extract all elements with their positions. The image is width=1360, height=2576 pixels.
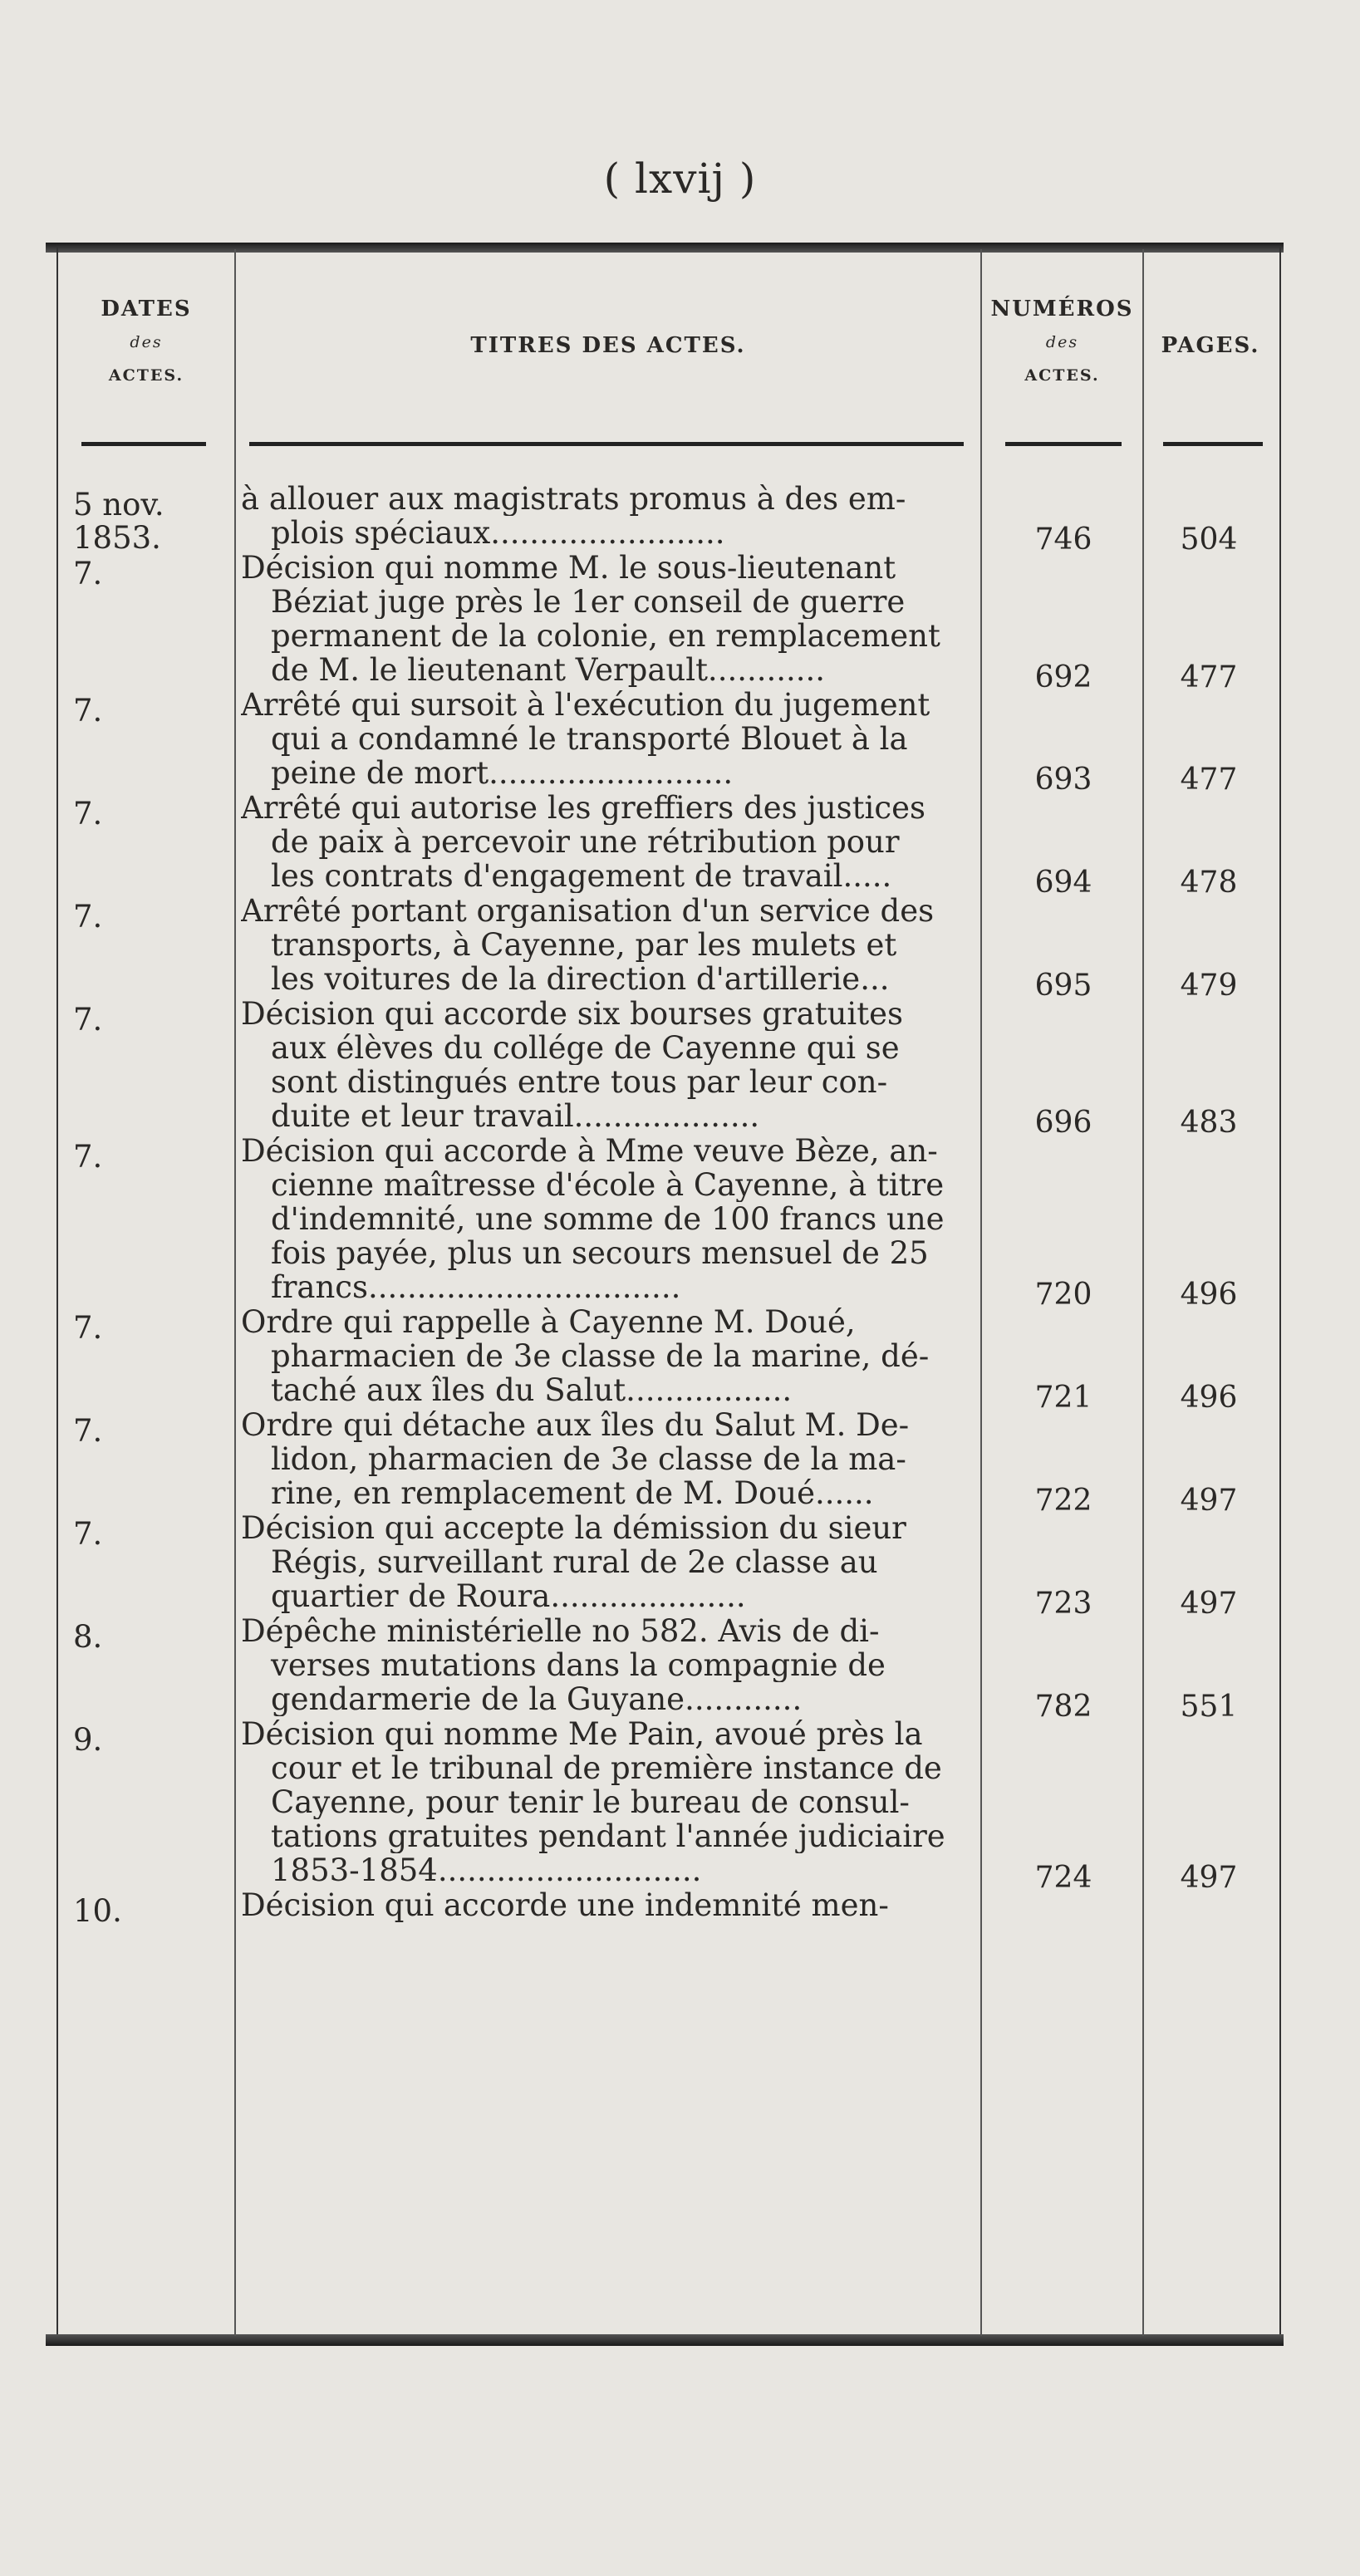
row-title-line: aux élèves du collége de Cayenne qui se <box>271 1030 900 1065</box>
row-title-line: fois payée, plus un secours mensuel de 25 <box>271 1235 929 1270</box>
row-date-line: 7. <box>73 898 103 935</box>
row-title-line: sont distingués entre tous par leur con- <box>271 1064 888 1099</box>
row-date <box>73 1003 223 1037</box>
row-page: 496 <box>1180 1277 1238 1312</box>
row-number: 696 <box>1034 1106 1092 1141</box>
row-title-line: verses mutations dans la compagnie de <box>271 1647 886 1682</box>
row-title-line: Décision qui accorde six bourses gratuites <box>241 996 903 1031</box>
row-title-line: cour et le tribunal de première instance de <box>271 1750 942 1785</box>
row-title-line: plois spéciaux........................ <box>271 516 725 550</box>
header-dates <box>58 292 234 392</box>
row-page: 504 <box>1180 523 1238 557</box>
row-date <box>73 1415 223 1448</box>
row-date <box>73 488 223 555</box>
header-dates-line2: des <box>130 333 163 351</box>
row-title-line: Cayenne, pour tenir le bureau de consul- <box>271 1784 910 1819</box>
header-numeros-line2: des <box>1045 333 1079 351</box>
header-titres-label: TITRES DES ACTES. <box>470 333 746 358</box>
row-date-line: 9. <box>73 1721 103 1758</box>
row-date <box>73 1312 223 1345</box>
row-title-line: Arrêté portant organisation d'un service des <box>241 893 935 928</box>
row-title-line: rine, en remplacement de M. Doué...... <box>271 1476 874 1511</box>
row-title-line: Décision qui nomme Me Pain, avoué près la <box>241 1716 923 1751</box>
header-rule <box>81 442 206 446</box>
row-date-line: 7. <box>73 1413 103 1450</box>
row-title-line: Béziat juge près le 1er conseil de guerre <box>271 584 906 619</box>
header-rule <box>249 442 964 446</box>
row-title <box>241 791 972 893</box>
row-date-line: 1853. <box>73 520 161 556</box>
row-number: 692 <box>1034 660 1092 694</box>
row-title <box>241 1134 972 1304</box>
header-rule <box>1163 442 1263 446</box>
header-pages <box>1144 329 1277 362</box>
row-date <box>73 1721 223 1758</box>
row-title-line: lidon, pharmacien de 3e classe de la ma- <box>271 1442 906 1477</box>
row-date <box>73 1618 223 1655</box>
row-page: 479 <box>1180 969 1238 1003</box>
row-title-line: Décision qui nomme M. le sous-lieutenant <box>241 550 896 585</box>
row-number: 693 <box>1034 763 1092 797</box>
row-title-line: Décision qui accorde à Mme veuve Bèze, an- <box>241 1133 938 1168</box>
row-title-line: duite et leur travail................... <box>271 1098 760 1133</box>
row-title-line: Décision qui accepte la démission du sieur <box>241 1511 906 1545</box>
row-title-line: à allouer aux magistrats promus à des em- <box>241 482 906 516</box>
row-title <box>241 997 972 1133</box>
row-date-line: 7. <box>73 555 103 591</box>
row-title-line: de paix à percevoir une rétribution pour <box>271 824 900 859</box>
row-page: 477 <box>1180 763 1238 797</box>
row-number: 782 <box>1034 1689 1092 1724</box>
row-title-line: cienne maîtresse d'école à Cayenne, à titre <box>271 1167 945 1202</box>
row-title-line: pharmacien de 3e classe de la marine, dé- <box>271 1339 930 1374</box>
row-date <box>73 1138 223 1175</box>
row-title-line: permanent de la colonie, en remplacement <box>271 618 940 653</box>
row-date <box>73 797 223 831</box>
row-title-line: de M. le lieutenant Verpault............ <box>271 652 826 687</box>
row-title <box>241 688 972 790</box>
row-date-line: 7. <box>73 1516 103 1552</box>
row-title <box>241 482 972 550</box>
row-number: 746 <box>1034 523 1092 557</box>
row-title <box>241 894 972 996</box>
row-date-line: 5 nov. <box>73 487 164 523</box>
row-number: 694 <box>1034 866 1092 900</box>
row-title-line: transports, à Cayenne, par les mulets et <box>271 927 897 962</box>
row-date-line: 10. <box>73 1893 122 1930</box>
row-date <box>73 1895 223 1928</box>
header-numeros <box>982 292 1142 392</box>
header-pages-label: PAGES. <box>1161 333 1260 358</box>
row-title-line: Régis, surveillant rural de 2e classe au <box>271 1545 878 1579</box>
row-date-line: 7. <box>73 1310 103 1347</box>
row-title-line: taché aux îles du Salut................. <box>271 1373 793 1408</box>
row-title <box>241 1305 972 1407</box>
row-title-line: Ordre qui rappelle à Cayenne M. Doué, <box>241 1305 856 1340</box>
column-divider <box>980 249 982 2336</box>
row-page: 497 <box>1180 1483 1238 1518</box>
row-page: 497 <box>1180 1586 1238 1621</box>
row-page: 483 <box>1180 1106 1238 1141</box>
row-title-line: Arrêté qui sursoit à l'exécution du jugement <box>241 687 930 722</box>
column-divider <box>234 249 236 2336</box>
row-page: 477 <box>1180 660 1238 694</box>
row-date-line: 7. <box>73 692 103 729</box>
row-number: 720 <box>1034 1277 1092 1312</box>
row-page: 478 <box>1180 866 1238 900</box>
page-header: ( lxvij ) <box>603 155 757 203</box>
row-title-line: les voitures de la direction d'artillerie... <box>271 961 890 996</box>
row-title <box>241 1408 972 1510</box>
row-title-line: quartier de Roura.................... <box>271 1579 746 1613</box>
row-title-line: peine de mort......................... <box>271 755 734 790</box>
table-bottom-rule <box>46 2334 1284 2346</box>
row-number: 724 <box>1034 1861 1092 1895</box>
row-date <box>73 900 223 934</box>
row-title-line: Dépêche ministérielle no 582. Avis de di- <box>241 1613 880 1648</box>
row-title-line: les contrats d'engagement de travail..... <box>271 858 892 893</box>
header-dates-line1: DATES <box>101 297 192 321</box>
header-dates-line3: ACTES. <box>108 366 184 385</box>
row-number: 723 <box>1034 1586 1092 1621</box>
row-title-line: francs................................ <box>271 1269 681 1304</box>
row-title-line: gendarmerie de la Guyane............ <box>271 1681 803 1716</box>
row-page: 497 <box>1180 1861 1238 1895</box>
row-page: 551 <box>1180 1689 1238 1724</box>
header-titres <box>236 329 980 362</box>
row-date-line: 7. <box>73 1001 103 1038</box>
row-number: 721 <box>1034 1380 1092 1415</box>
row-title <box>241 1614 972 1716</box>
row-title-line: Décision qui accorde une indemnité men- <box>241 1888 889 1923</box>
row-title-line: Arrêté qui autorise les greffiers des justices <box>241 790 925 825</box>
row-title <box>241 1511 972 1613</box>
row-date-line: 8. <box>73 1618 103 1655</box>
row-date <box>73 557 223 591</box>
header-numeros-line3: ACTES. <box>1024 366 1100 385</box>
column-divider <box>1142 249 1144 2336</box>
row-title <box>241 551 972 687</box>
row-number: 695 <box>1034 969 1092 1003</box>
row-title <box>241 1888 972 1922</box>
row-title-line: tations gratuites pendant l'année judiciaire <box>271 1818 945 1853</box>
header-rule <box>1005 442 1122 446</box>
row-date-line: 7. <box>73 795 103 832</box>
row-page: 496 <box>1180 1380 1238 1415</box>
row-title-line: qui a condamné le transporté Blouet à la <box>271 721 908 756</box>
row-date-line: 7. <box>73 1138 103 1175</box>
row-title <box>241 1717 972 1887</box>
row-number: 722 <box>1034 1483 1092 1518</box>
row-date <box>73 694 223 728</box>
row-title-line: Ordre qui détache aux îles du Salut M. De- <box>241 1408 910 1443</box>
row-title-line: d'indemnité, une somme de 100 francs une <box>271 1201 945 1236</box>
header-numeros-line1: NUMÉROS <box>990 297 1134 321</box>
row-date <box>73 1518 223 1551</box>
row-title-line: 1853-1854........................... <box>271 1852 702 1887</box>
